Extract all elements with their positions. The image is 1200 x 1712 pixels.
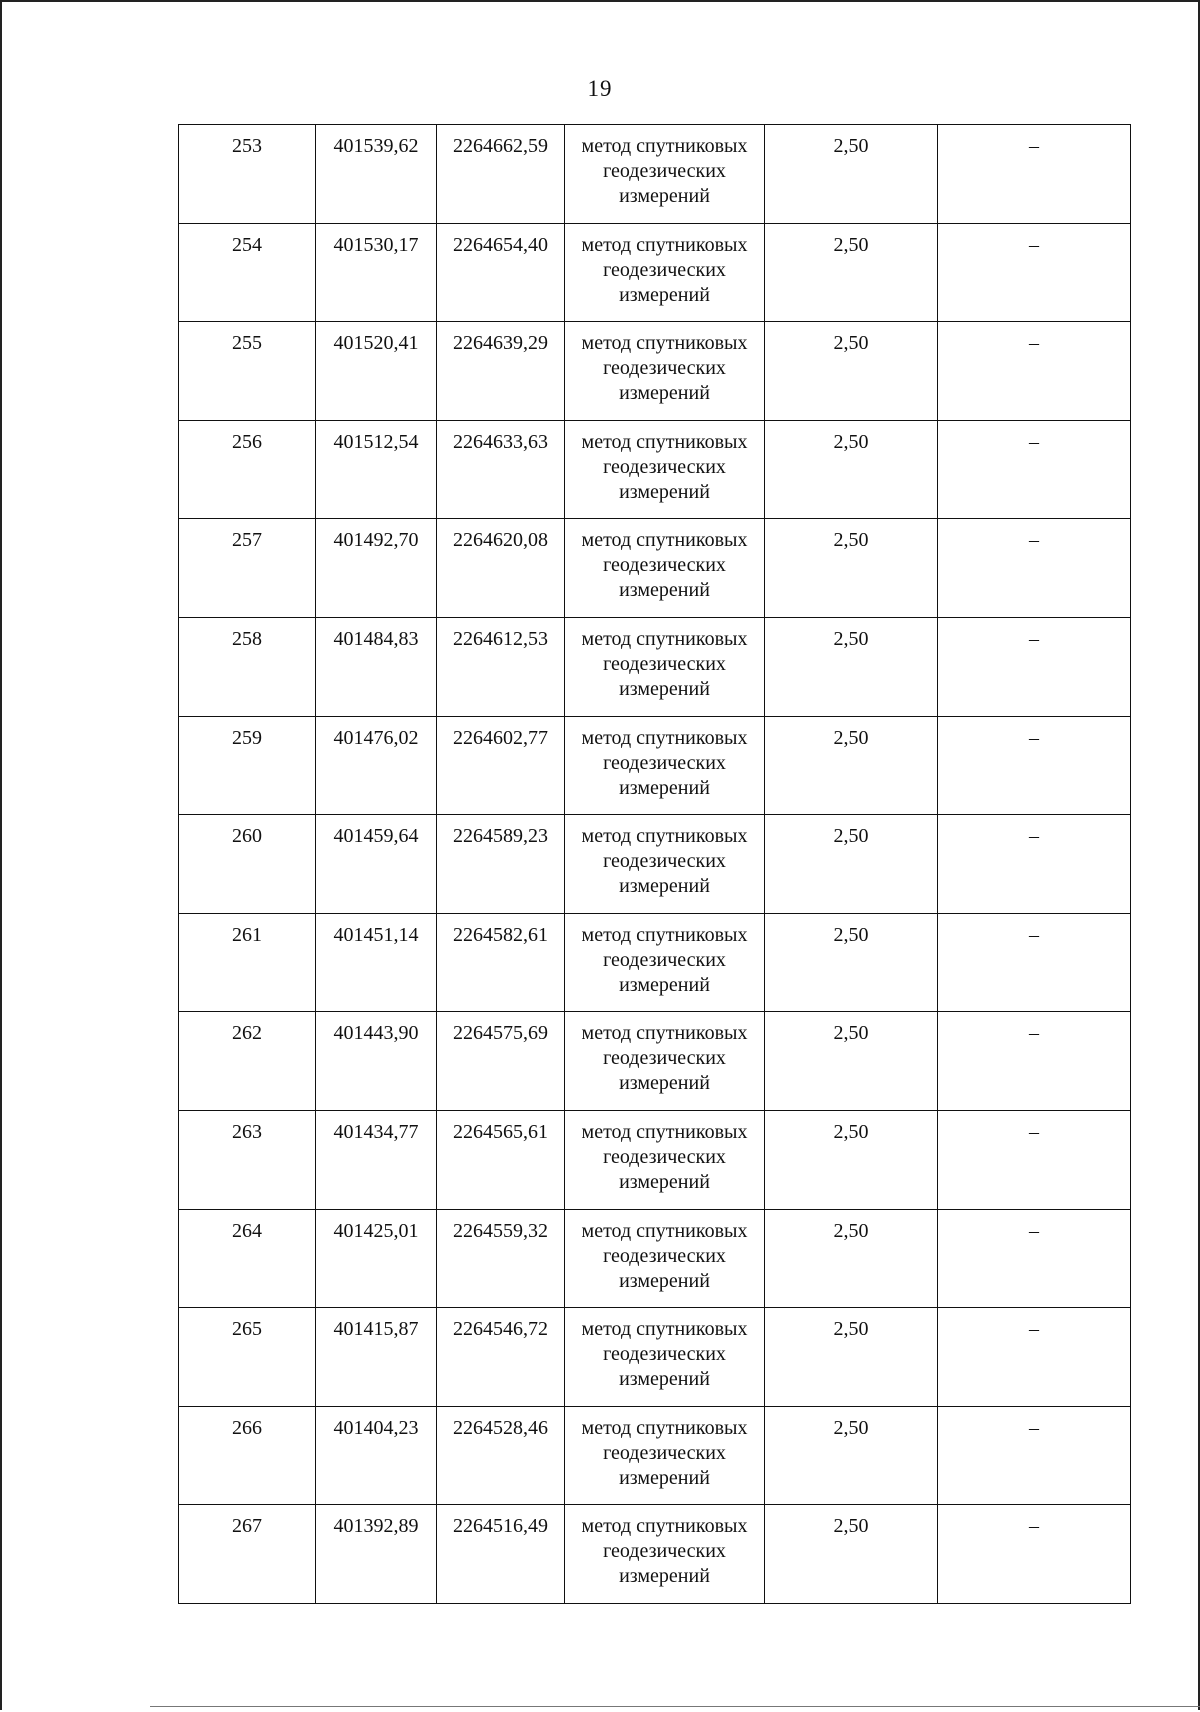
y-coordinate-cell: 2264589,23 (437, 815, 565, 914)
point-number-cell: 259 (179, 716, 316, 815)
method-cell: метод спутниковых геодезических измерений (565, 815, 765, 914)
x-coordinate-cell: 401520,41 (316, 322, 437, 421)
x-coordinate-cell: 401459,64 (316, 815, 437, 914)
y-coordinate-cell: 2264639,29 (437, 322, 565, 421)
x-coordinate-cell: 401404,23 (316, 1406, 437, 1505)
method-cell: метод спутниковых геодезических измерений (565, 1209, 765, 1308)
method-cell: метод спутниковых геодезических измерений (565, 1505, 765, 1604)
note-cell: – (938, 617, 1131, 716)
x-coordinate-cell: 401512,54 (316, 420, 437, 519)
accuracy-cell: 2,50 (765, 125, 938, 224)
method-cell: метод спутниковых геодезических измерений (565, 1406, 765, 1505)
table-row (179, 815, 1131, 914)
method-cell: метод спутниковых геодезических измерений (565, 1110, 765, 1209)
accuracy-cell: 2,50 (765, 420, 938, 519)
note-cell: – (938, 913, 1131, 1012)
accuracy-cell: 2,50 (765, 716, 938, 815)
note-cell: – (938, 1012, 1131, 1111)
point-number-cell: 260 (179, 815, 316, 914)
point-number-cell: 254 (179, 223, 316, 322)
page-number: 19 (587, 76, 613, 101)
table-row (179, 1505, 1131, 1604)
accuracy-cell: 2,50 (765, 1012, 938, 1111)
x-coordinate-cell: 401392,89 (316, 1505, 437, 1604)
method-cell: метод спутниковых геодезических измерений (565, 1308, 765, 1407)
method-cell: метод спутниковых геодезических измерений (565, 519, 765, 618)
point-number-cell: 255 (179, 322, 316, 421)
y-coordinate-cell: 2264633,63 (437, 420, 565, 519)
note-cell: – (938, 1505, 1131, 1604)
table-row (179, 223, 1131, 322)
x-coordinate-cell: 401443,90 (316, 1012, 437, 1111)
y-coordinate-cell: 2264582,61 (437, 913, 565, 1012)
table-row (179, 1012, 1131, 1111)
coordinates-table (178, 124, 1131, 1604)
x-coordinate-cell: 401539,62 (316, 125, 437, 224)
note-cell: – (938, 223, 1131, 322)
table-row (179, 322, 1131, 421)
point-number-cell: 261 (179, 913, 316, 1012)
method-cell: метод спутниковых геодезических измерений (565, 716, 765, 815)
point-number-cell: 258 (179, 617, 316, 716)
note-cell: – (938, 420, 1131, 519)
scan-bottom-edge (150, 1706, 1200, 1707)
method-cell: метод спутниковых геодезических измерений (565, 125, 765, 224)
x-coordinate-cell: 401476,02 (316, 716, 437, 815)
method-cell: метод спутниковых геодезических измерений (565, 617, 765, 716)
accuracy-cell: 2,50 (765, 617, 938, 716)
note-cell: – (938, 1110, 1131, 1209)
table-row (179, 716, 1131, 815)
table-row (179, 1308, 1131, 1407)
point-number-cell: 267 (179, 1505, 316, 1604)
method-cell: метод спутниковых геодезических измерений (565, 420, 765, 519)
x-coordinate-cell: 401425,01 (316, 1209, 437, 1308)
accuracy-cell: 2,50 (765, 223, 938, 322)
y-coordinate-cell: 2264516,49 (437, 1505, 565, 1604)
accuracy-cell: 2,50 (765, 322, 938, 421)
point-number-cell: 253 (179, 125, 316, 224)
method-cell: метод спутниковых геодезических измерений (565, 913, 765, 1012)
x-coordinate-cell: 401451,14 (316, 913, 437, 1012)
x-coordinate-cell: 401530,17 (316, 223, 437, 322)
method-cell: метод спутниковых геодезических измерений (565, 1012, 765, 1111)
point-number-cell: 257 (179, 519, 316, 618)
note-cell: – (938, 1406, 1131, 1505)
y-coordinate-cell: 2264662,59 (437, 125, 565, 224)
table-row (179, 1406, 1131, 1505)
note-cell: – (938, 716, 1131, 815)
note-cell: – (938, 519, 1131, 618)
accuracy-cell: 2,50 (765, 815, 938, 914)
y-coordinate-cell: 2264575,69 (437, 1012, 565, 1111)
table-row (179, 125, 1131, 224)
y-coordinate-cell: 2264612,53 (437, 617, 565, 716)
note-cell: – (938, 125, 1131, 224)
point-number-cell: 262 (179, 1012, 316, 1111)
y-coordinate-cell: 2264654,40 (437, 223, 565, 322)
table-row (179, 1110, 1131, 1209)
accuracy-cell: 2,50 (765, 913, 938, 1012)
point-number-cell: 266 (179, 1406, 316, 1505)
y-coordinate-cell: 2264559,32 (437, 1209, 565, 1308)
y-coordinate-cell: 2264528,46 (437, 1406, 565, 1505)
note-cell: – (938, 1308, 1131, 1407)
y-coordinate-cell: 2264602,77 (437, 716, 565, 815)
note-cell: – (938, 815, 1131, 914)
note-cell: – (938, 322, 1131, 421)
accuracy-cell: 2,50 (765, 1505, 938, 1604)
point-number-cell: 265 (179, 1308, 316, 1407)
table-row (179, 1209, 1131, 1308)
point-number-cell: 263 (179, 1110, 316, 1209)
x-coordinate-cell: 401434,77 (316, 1110, 437, 1209)
accuracy-cell: 2,50 (765, 1406, 938, 1505)
accuracy-cell: 2,50 (765, 1209, 938, 1308)
table-row (179, 617, 1131, 716)
method-cell: метод спутниковых геодезических измерений (565, 322, 765, 421)
y-coordinate-cell: 2264565,61 (437, 1110, 565, 1209)
accuracy-cell: 2,50 (765, 1308, 938, 1407)
note-cell: – (938, 1209, 1131, 1308)
y-coordinate-cell: 2264620,08 (437, 519, 565, 618)
x-coordinate-cell: 401484,83 (316, 617, 437, 716)
accuracy-cell: 2,50 (765, 519, 938, 618)
point-number-cell: 256 (179, 420, 316, 519)
method-cell: метод спутниковых геодезических измерений (565, 223, 765, 322)
x-coordinate-cell: 401415,87 (316, 1308, 437, 1407)
coordinates-table-body (179, 125, 1131, 1604)
table-row (179, 913, 1131, 1012)
accuracy-cell: 2,50 (765, 1110, 938, 1209)
table-row (179, 420, 1131, 519)
y-coordinate-cell: 2264546,72 (437, 1308, 565, 1407)
x-coordinate-cell: 401492,70 (316, 519, 437, 618)
point-number-cell: 264 (179, 1209, 316, 1308)
table-row (179, 519, 1131, 618)
